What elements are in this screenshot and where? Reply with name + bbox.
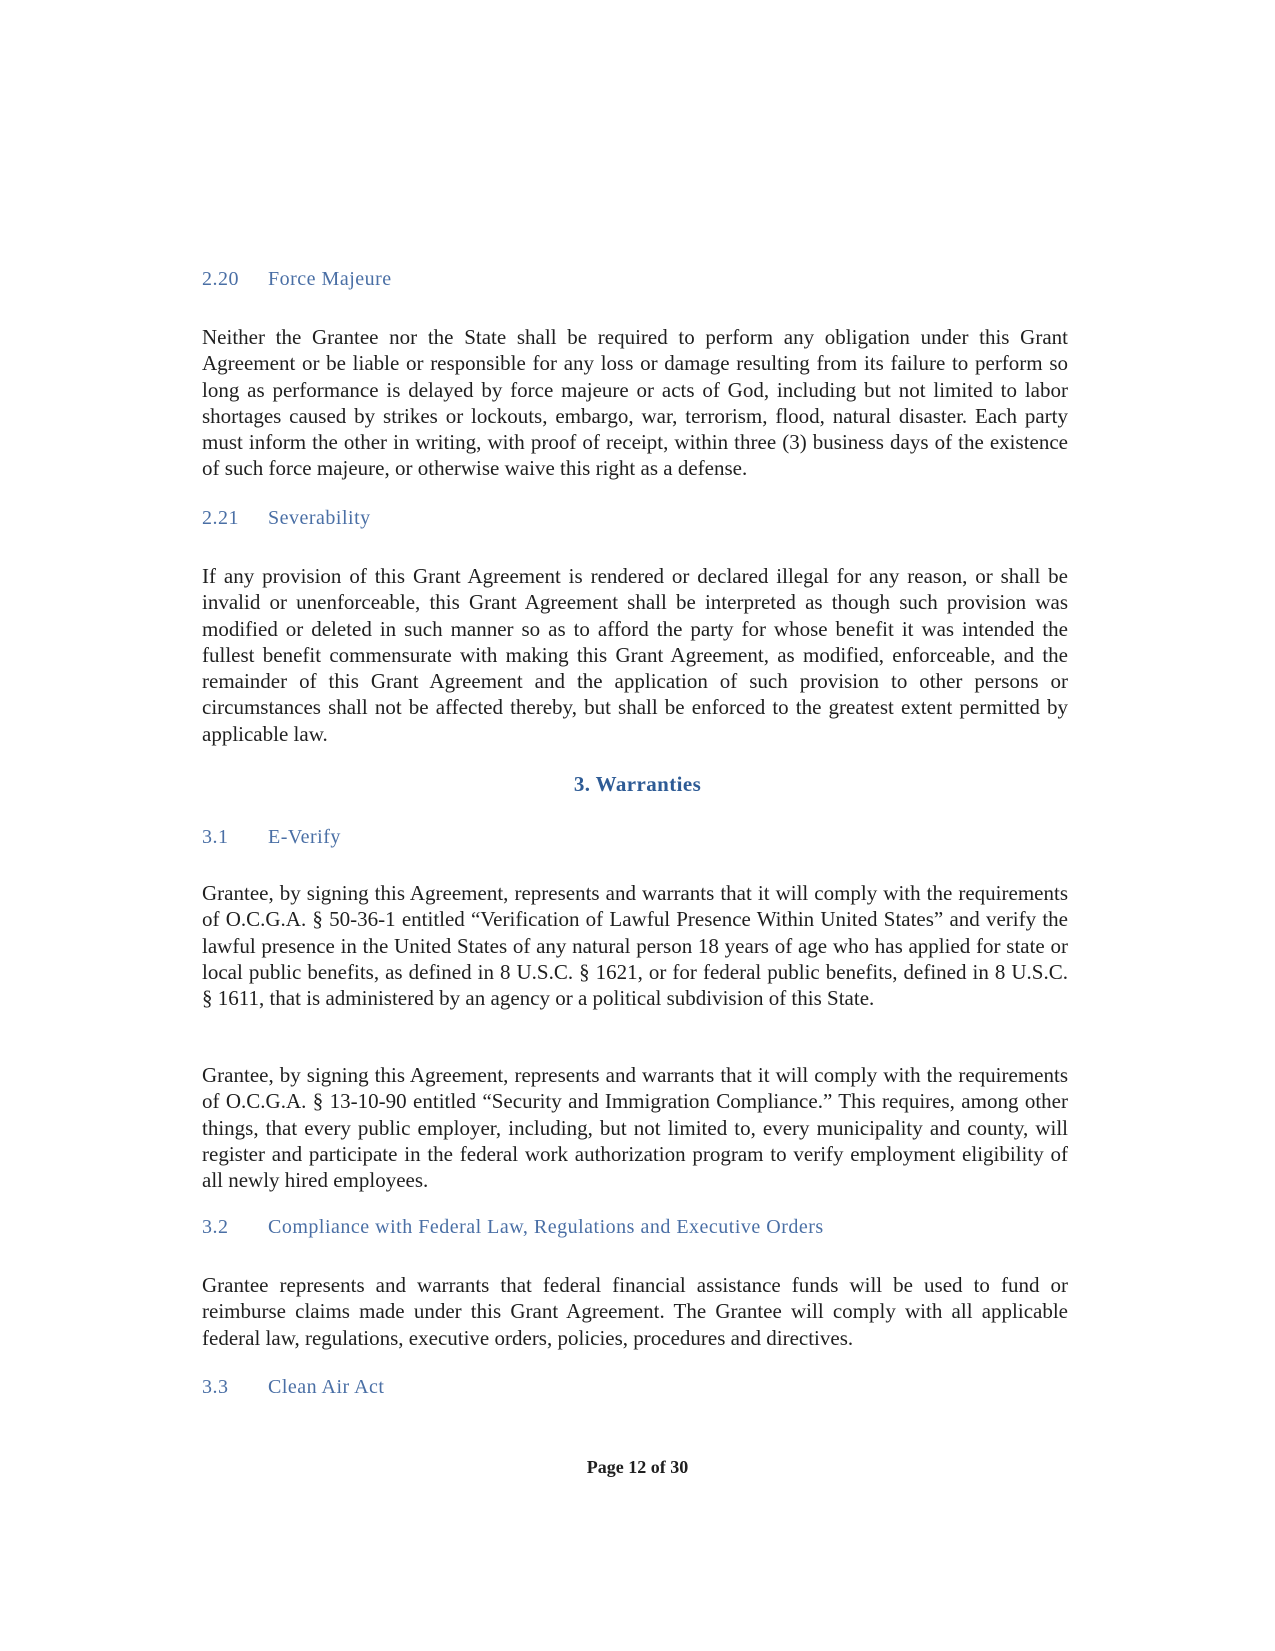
paragraph-force-majeure: Neither the Grantee nor the State shall be required to perform any obligation under this Grant Agreement or be liable or responsible for any loss or damage resulting from its failure to perform so long as performance is delayed by force majeure or acts of God, including but not limited to labor shortages caused by strikes or lockouts, embargo, war, terrorism, flood, natural disaster. Each party must inform the other in writing, with proof of receipt, within three (3) business days of the existence of such force majeure, or otherwise waive this right as a defense.: [202, 325, 1068, 481]
section-number: 3.1: [202, 826, 229, 848]
section-title: Force Majeure: [268, 268, 392, 290]
section-number: 2.21: [202, 507, 239, 529]
section-heading-severability: [202, 507, 371, 530]
page-total: 30: [670, 1457, 689, 1477]
section-number: 3.3: [202, 1376, 229, 1398]
section-heading-compliance: [202, 1216, 824, 1239]
section-number: 3.2: [202, 1216, 229, 1238]
section-title: E-Verify: [268, 826, 341, 848]
section-title: Severability: [268, 507, 371, 529]
section-number: 2.20: [202, 268, 239, 290]
paragraph-e-verify-1: Grantee, by signing this Agreement, represents and warrants that it will comply with the requirements of O.C.G.A. § 50-36-1 entitled “Verification of Lawful Presence Within United States” and verify the lawful presence in the United States of any natural person 18 years of age who has applied for state or local public benefits, as defined in 8 U.S.C. § 1621, or for federal public benefits, defined in 8 U.S.C. § 1611, that is administered by an agency or a political subdivision of this State.: [202, 881, 1068, 1011]
footer-middle: of: [646, 1457, 671, 1477]
paragraph-compliance: Grantee represents and warrants that federal financial assistance funds will be used to fund or reimburse claims made under this Grant Agreement. The Grantee will comply with all applicable federal law, regulations, executive orders, policies, procedures and directives.: [202, 1273, 1068, 1350]
section-heading-e-verify: [202, 826, 341, 849]
footer-prefix: Page: [586, 1457, 629, 1477]
section-heading-clean-air-act: [202, 1376, 384, 1399]
page-footer: [0, 1457, 1275, 1478]
section-title: Clean Air Act: [268, 1376, 385, 1398]
page-number: 12: [628, 1457, 647, 1477]
paragraph-severability: If any provision of this Grant Agreement is rendered or declared illegal for any reason, or shall be invalid or unenforceable, this Grant Agreement shall be interpreted as though such provision was modified or deleted in such manner so as to afford the party for whose benefit it was intended the fullest benefit commensurate with making this Grant Agreement, as modified, enforceable, and the remainder of this Grant Agreement and the application of such provision to other persons or circumstances shall not be affected thereby, but shall be enforced to the greatest extent permitted by applicable law.: [202, 564, 1068, 746]
section-heading-force-majeure: [202, 268, 392, 291]
paragraph-e-verify-2: Grantee, by signing this Agreement, represents and warrants that it will comply with the requirements of O.C.G.A. § 13-10-90 entitled “Security and Immigration Compliance.” This requires, among other things, that every public employer, including, but not limited to, every municipality and county, will register and participate in the federal work authorization program to verify employment eligibility of all newly hired employees.: [202, 1063, 1068, 1193]
section-title: Compliance with Federal Law, Regulations and Executive Orders: [268, 1216, 824, 1238]
article-title-warranties: 3. Warranties: [573, 772, 702, 796]
